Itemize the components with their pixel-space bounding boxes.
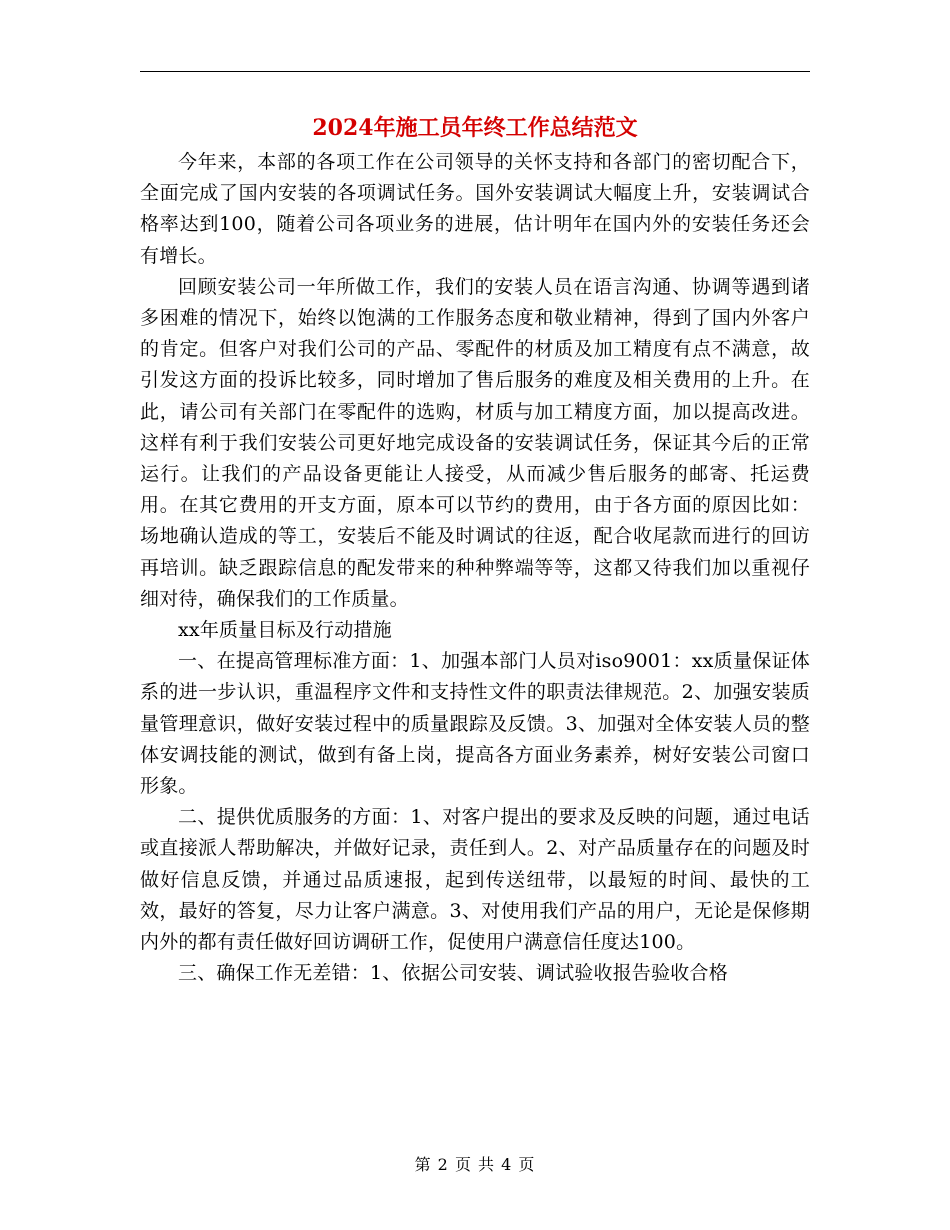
section-heading-quality-goals: xx年质量目标及行动措施 [178,619,392,642]
paragraph-intro: 今年来，本部的各项工作在公司领导的关怀支持和各部门的密切配合下，全面完成了国内安装的各项调试任务。国外安装调试大幅度上升，安装调试合格率达到100，随着公司各项业务的进展，估计明年在国内外的安装任务还会有增长。 [140,151,810,267]
paragraph-quality-service: 二、提供优质服务的方面：1、对客户提出的要求及反映的问题，通过电话或直接派人帮助解决，并做好记录，责任到人。2、对产品质量存在的问题及时做好信息反馈，并通过品质速报，起到传送纽带，以最短的时间、最快的工效，最好的答复，尽力让客户满意。3、对使用我们产品的用户，无论是保修期内外的都有责任做好回访调研工作，促使用户满意信任度达100。 [140,806,810,954]
page-number-footer: 第 2 页 共 4 页 [414,1155,536,1174]
document-title: 2024年施工员年终工作总结范文 [312,115,638,141]
header-rule [140,71,810,72]
paragraph-management-standards: 一、在提高管理标准方面：1、加强本部门人员对iso9001：xx质量保证体系的进一步认识，重温程序文件和支持性文件的职责法律规范。2、加强安装质量管理意识，做好安装过程中的质量跟踪及反馈。3、加强对全体安装人员的整体安调技能的测试，做到有备上岗，提高各方面业务素养，树好安装公司窗口形象。 [140,650,810,798]
paragraph-no-errors: 三、确保工作无差错：1、依据公司安装、调试验收报告验收合格 [178,962,728,985]
paragraph-review: 回顾安装公司一年所做工作，我们的安装人员在语言沟通、协调等遇到诸多困难的情况下，始终以饱满的工作服务态度和敬业精神，得到了国内外客户的肯定。但客户对我们公司的产品、零配件的材质及加工精度有点不满意，故引发这方面的投诉比较多，同时增加了售后服务的难度及相关费用的上升。在此，请公司有关部门在零配件的选购，材质与加工精度方面，加以提高改进。这样有利于我们安装公司更好地完成设备的安装调试任务，保证其今后的正常运行。让我们的产品设备更能让人接受，从而减少售后服务的邮寄、托运费用。在其它费用的开支方面，原本可以节约的费用，由于各方面的原因比如：场地确认造成的等工，安装后不能及时调试的往返，配合收尾款而进行的回访再培训。缺乏跟踪信息的配发带来的种种弊端等等，这都又待我们加以重视仔细对待，确保我们的工作质量。 [140,275,810,610]
document-body [140,147,810,989]
